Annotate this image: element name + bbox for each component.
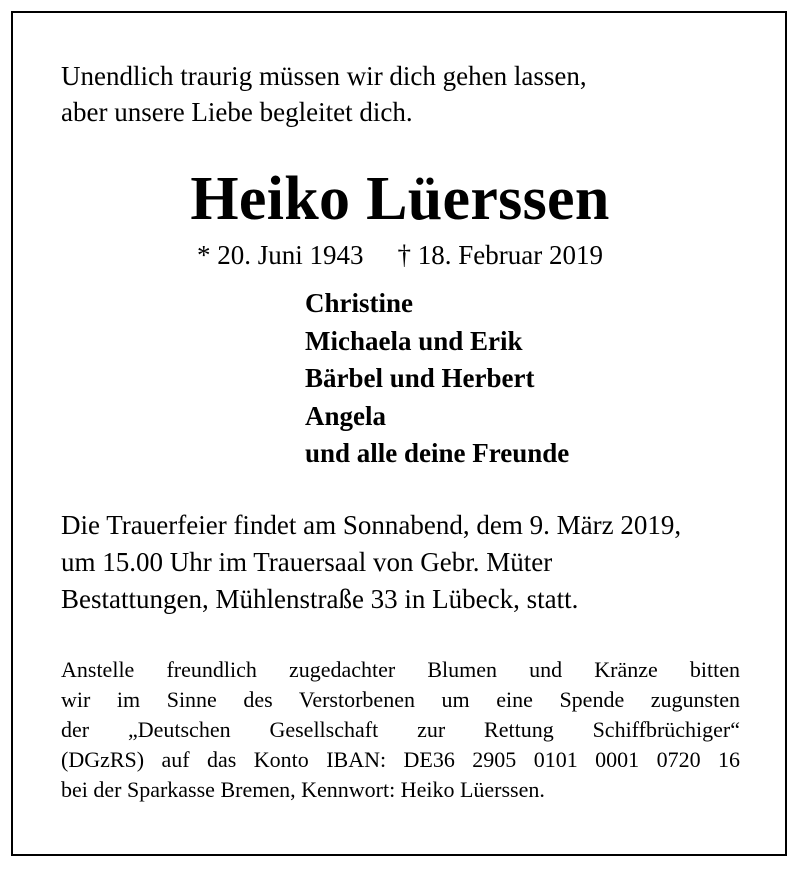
death-date: † 18. Februar 2019: [397, 240, 603, 270]
mourner-item: Christine: [305, 288, 413, 318]
birth-date: * 20. Juni 1943: [197, 240, 364, 270]
intro-line-2: aber unsere Liebe begleitet dich.: [61, 97, 413, 127]
donation-line-1: Anstelle freundlich zugedachter Blumen und Kränze bitten: [61, 657, 740, 682]
mourners-list: [305, 285, 569, 473]
donation-line-2: wir im Sinne des Verstorbenen um eine Spende zugunsten: [61, 687, 740, 712]
mourner-item: und alle deine Freunde: [305, 438, 570, 468]
intro-verse: [61, 58, 587, 130]
donation-line-4: (DGzRS) auf das Konto IBAN: DE36 2905 0101 0001 0720 16: [61, 747, 740, 772]
mourner-item: Angela: [305, 400, 386, 431]
ceremony-line-1: Die Trauerfeier findet am Sonnabend, dem 9. März 2019,: [61, 510, 682, 540]
mourner-item: Michaela und Erik: [305, 325, 523, 356]
ceremony-info: [61, 507, 681, 618]
life-dates: [0, 237, 800, 273]
deceased-name: Heiko Lüerssen: [190, 165, 610, 233]
mourner-item: Bärbel und Herbert: [305, 363, 535, 393]
donation-request: [61, 655, 740, 805]
donation-line-3: der „Deutschen Gesellschaft zur Rettung Schiffbrüchiger“: [61, 717, 740, 742]
ceremony-line-2: um 15.00 Uhr im Trauersaal von Gebr. Müter: [61, 547, 553, 577]
donation-line-5: bei der Sparkasse Bremen, Kennwort: Heiko Lüerssen.: [61, 777, 545, 802]
intro-line-1: Unendlich traurig müssen wir dich gehen lassen,: [61, 61, 587, 91]
ceremony-line-3: Bestattungen, Mühlenstraße 33 in Lübeck, statt.: [61, 584, 579, 614]
